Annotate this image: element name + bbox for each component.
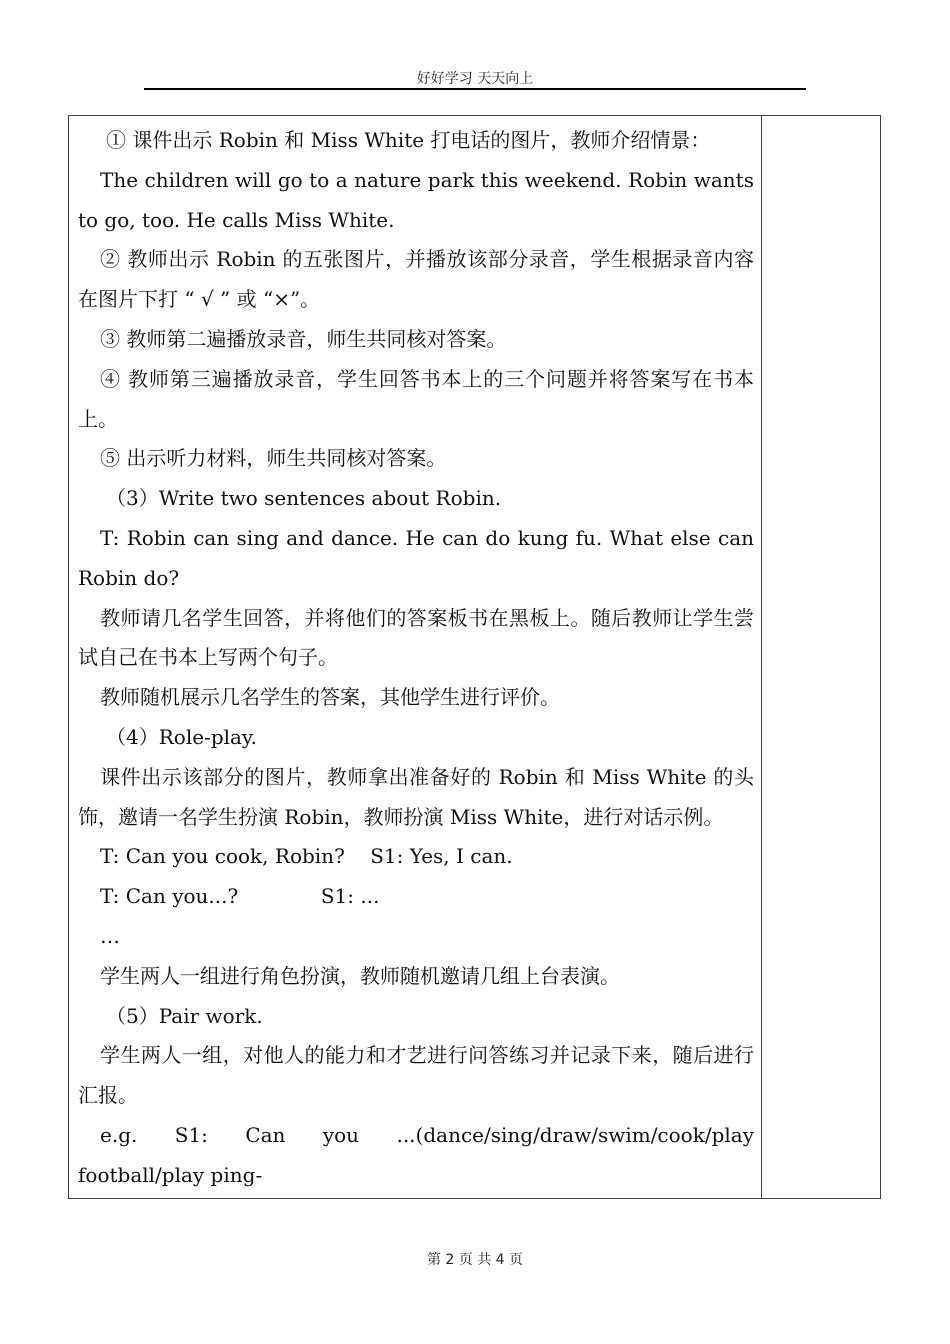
step-paragraph: ③ 教师第二遍播放录音，师生共同核对答案。 xyxy=(100,326,507,351)
instruction-paragraph: 课件出示该部分的图片，教师拿出准备好的 Robin 和 Miss White 的头饰，邀请一名学生扮演 Robin，教师扮演 Miss White，进行对话示例。 xyxy=(78,764,754,829)
step-paragraph: ④ 教师第三遍播放录音，学生回答书本上的三个问题并将答案写在书本上。 xyxy=(78,366,754,431)
column-divider xyxy=(761,116,762,1198)
section-heading: （3）Write two sentences about Robin. xyxy=(106,486,502,511)
step-paragraph: ① 课件出示 Robin 和 Miss White 打电话的图片，教师介绍情景： xyxy=(106,128,711,152)
dialogue-line: T: Can you cook, Robin? S1: Yes, I can. xyxy=(100,844,513,869)
ellipsis-line: … xyxy=(100,923,120,948)
instruction-paragraph: 教师请几名学生回答，并将他们的答案板书在黑板上。随后教师让学生尝试自己在书本上写两个句子。 xyxy=(78,605,754,670)
page-footer: 第 2 页 共 4 页 xyxy=(426,1252,524,1268)
header-rule xyxy=(144,88,806,90)
instruction-paragraph: 学生两人一组进行角色扮演，教师随机邀请几组上台表演。 xyxy=(100,963,620,988)
instruction-paragraph: 学生两人一组，对他人的能力和才艺进行问答练习并记录下来，随后进行汇报。 xyxy=(78,1043,754,1108)
example-line: e.g. S1: Can you ...(dance/sing/draw/swim/cook/play football/play ping- xyxy=(78,1122,754,1187)
step-paragraph: ⑤ 出示听力材料，师生共同核对答案。 xyxy=(100,446,447,471)
lesson-content-cell xyxy=(78,121,754,1196)
dialogue-line: T: Can you...? S1: ... xyxy=(100,884,380,909)
page-header: 好好学习 天天向上 xyxy=(416,71,534,87)
section-heading: （5）Pair work. xyxy=(106,1003,263,1028)
step-paragraph: ② 教师出示 Robin 的五张图片，并播放该部分录音，学生根据录音内容在图片下打 “ √ ” 或 “×”。 xyxy=(78,247,754,312)
dialogue-paragraph: T: Robin can sing and dance. He can do kung fu. What else can Robin do? xyxy=(78,525,754,590)
scenario-paragraph: The children will go to a nature park this weekend. Robin wants to go, too. He calls Miss White. xyxy=(78,167,754,232)
instruction-paragraph: 教师随机展示几名学生的答案，其他学生进行评价。 xyxy=(100,685,560,710)
section-heading: （4）Role-play. xyxy=(106,724,257,749)
lesson-table xyxy=(68,115,881,1199)
